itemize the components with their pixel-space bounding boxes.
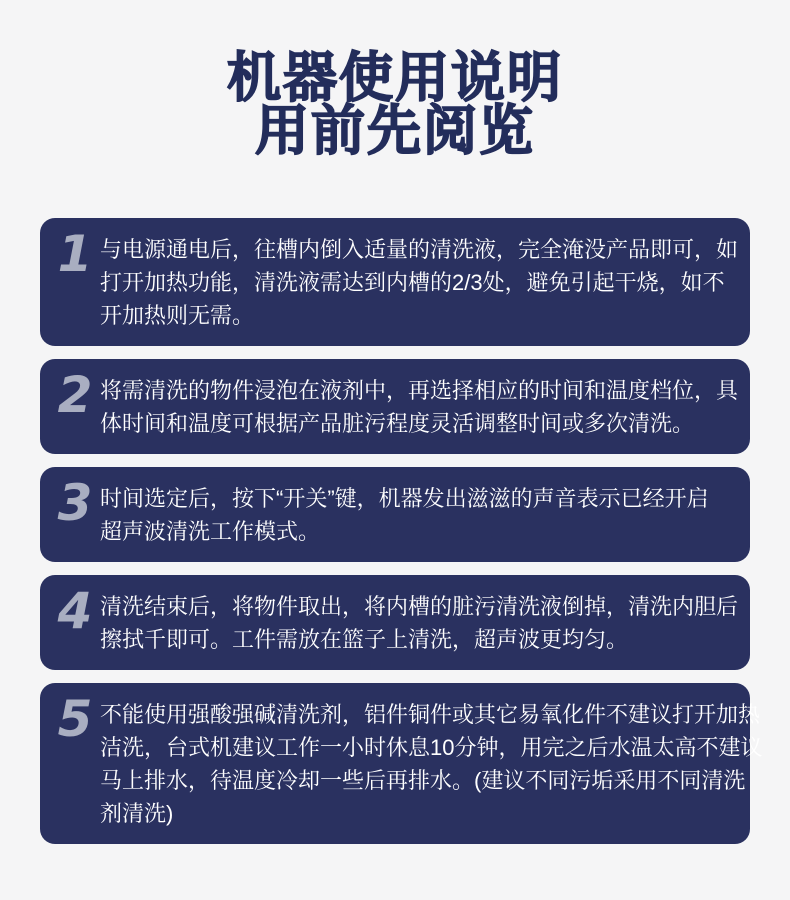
step-text-line: 剂清洗) [100,801,174,826]
step-text-line: 不能使用强酸强碱清洗剂，铝件铜件或其它易氧化件不建议打开加热 [100,702,761,727]
step-card-2 [40,359,750,454]
step-text-line: 清洗结束后，将物件取出，将内槽的脏污清洗液倒掉，清洗内胆后 [100,594,739,619]
step-card-1 [40,218,750,346]
title-block [0,0,790,161]
step-card-3 [40,467,750,562]
step-text-1 [100,232,738,332]
step-text-4 [100,589,738,656]
step-text-line: 超声波清洗工作模式。 [100,519,321,544]
step-text-line: 体时间和温度可根据产品脏污程度灵活调整时间或多次清洗。 [100,411,695,436]
step-text-line: 时间选定后，按下“开关”键，机器发出滋滋的声音表示已经开启 [100,486,709,511]
step-text-line: 洁洗，台式机建议工作一小时休息10分钟，用完之后水温太高不建议 [100,735,763,760]
step-number-3: 3 [57,474,93,532]
step-card-5 [40,683,763,844]
page-title-line-2: 用前先阅览 [255,101,535,161]
step-text-line: 打开加热功能，清洗液需达到内槽的2/3处，避免引起干烧，如不 [100,270,725,295]
step-text-5 [100,697,762,830]
step-text-2 [100,373,738,440]
step-number-4: 4 [57,582,93,640]
page-title-line-1: 机器使用说明 [227,48,563,108]
step-text-line: 与电源通电后，往槽内倒入适量的清洗液，完全淹没产品即可，如 [100,237,739,262]
step-card-4 [40,575,750,670]
step-number-2: 2 [57,366,93,424]
step-text-line: 擦拭千即可。工件需放在篮子上清洗，超声波更均匀。 [100,627,629,652]
step-text-line: 将需清洗的物件浸泡在液剂中，再选择相应的时间和温度档位，具 [100,378,739,403]
steps-list [40,218,763,857]
step-text-3 [100,481,709,548]
step-text-line: 马上排水，待温度冷却一些后再排水。(建议不同污垢采用不同清洗 [100,768,746,793]
step-number-5: 5 [57,690,93,748]
step-text-line: 开加热则无需。 [100,303,255,328]
step-number-1: 1 [57,225,93,283]
